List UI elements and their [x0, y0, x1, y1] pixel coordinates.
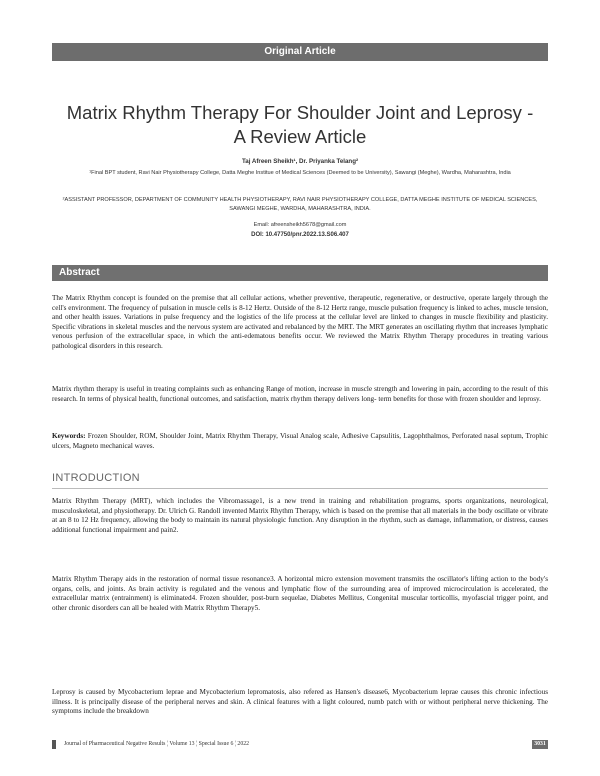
abstract-paragraph-1: The Matrix Rhythm concept is founded on the premise that all cellular actions, whether preventive, therapeutic, regenerative, or destructive, operate largely through the cell's environment. The frequency of pulsation in muscle cells is 8-12 Hertz. Outside of the 8-12 Hertz range, muscle pulsation frequency is linked to aches, muscle tension, and other health issues. Variations in pulse frequency and the logistics of the life process at the cellular level are linked to changes in muscle flexibility and plasticity. Specific vibrations in skeletal muscles and the nervous system are activated and rebalanced by the MRT. The MRT generates an oscillating rhythm that increases lymphatic venous perfusion of the extracellular space, in which the anti-edematous benefits occur. We reviewed the Matrix Rhythm Therapy procedures in treating various pathological disorders in this research.	[52, 294, 548, 350]
page-footer	[52, 740, 548, 749]
keywords-list: Frozen Shoulder, ROM, Shoulder Joint, Matrix Rhythm Therapy, Visual Analog scale, Adhesive Capsulitis, Lagophthalmos, Perforated nasal septum, Trophic ulcers, Magneto mechanical waves.	[52, 432, 548, 450]
affiliation-1: ¹Final BPT student, Ravi Nair Physiotherapy College, Datta Meghe Institue of Medical Sciences (Deemed to be University), Sawangi (Meghe), Wardha, Maharashtra, India	[89, 170, 511, 176]
page-number: 3031	[534, 741, 546, 747]
author-names: Taj Afreen Sheikh¹, Dr. Priyanka Telang²	[241, 158, 359, 165]
journal-citation: Journal of Pharmaceutical Negative Results ¦ Volume 13 ¦ Special Issue 6 ¦ 2022	[64, 741, 250, 747]
section-divider	[52, 488, 548, 489]
abstract-paragraph-2: Matrix rhythm therapy is useful in treating complaints such as enhancing Range of motion, increase in muscle strength and lowering in pain, according to the result of this research. In terms of physical health, functional outcomes, and satisfaction, matrix rhythm therapy delivers long- term benefits for those with frozen shoulder and leprosy.	[52, 385, 548, 403]
keywords	[52, 432, 548, 451]
abstract-heading: Abstract	[52, 265, 548, 281]
keywords-label: Keywords:	[52, 432, 86, 440]
affiliation-2: ²ASSISTANT PROFESSOR, DEPARTMENT OF COMMUNITY HEALTH PHYSIOTHERAPY, RAVI NAIR PHYSIOTHERAPY COLLEGE, DATTA MEGHE INSTITUTE OF MEDICAL SCIENCES, SAWANGI MEGHE, WARDHA, MAHARASHTRA, INDIA.	[62, 197, 538, 212]
doi[interactable]: DOI: 10.47750/pnr.2022.13.S06.407	[251, 232, 349, 238]
intro-paragraph-2: Matrix Rhythm Therapy aids in the restoration of normal tissue resonance3. A horizontal micro extension movement transmits the oscillator's lifting action to the body's organs, cells, and joints. As brain activity is regulated and the venous and lymphatic flow of the surrounding area of improved microcirculation is accelerated, the extracellular matrix (entrainment) is eliminated4. Frozen shoulder, post-burn sequelae, Diabetes Mellitus, Congenital muscular torticollis, myofascial trigger point, and other chronic disorders can all be healed with Matrix Rhythm Therapy5.	[52, 575, 548, 612]
introduction-heading: INTRODUCTION	[52, 472, 140, 484]
intro-paragraph-1: Matrix Rhythm Therapy (MRT), which includes the Vibromassage1, is a new trend in training and rehabilitation programs, sports organizations, neurological, musculoskeletal, and physiotherapy. Dr. Ulrich G. Randoll invented Matrix Rhythm Therapy, which is based on the premise that all materials in the body oscillate or vibrate at an 8 to 12 Hz frequency, allowing the body to maintain its natural physiologic function. Any disruption in the rhythm, such as damage, inflammation, or distress, causes additional functional impairment and pain2.	[52, 497, 548, 534]
author-email[interactable]: Email: afreensheikh5678@gmail.com	[253, 222, 347, 228]
article-title: Matrix Rhythm Therapy For Shoulder Joint and Leprosy - A Review Article	[66, 102, 534, 147]
intro-paragraph-3: Leprosy is caused by Mycobacterium leprae and Mycobacterium lepromatosis, also refered as Hansen's disease6, Mycobacterium leprae causes this chronic infectious illness. It is principally disease of the peripheral nerves and skin. A clinical features with a light coloured, numb patch with or without peripheral nerve thickening. The symptoms include the breakdown	[52, 688, 548, 716]
article-type-banner: Original Article	[52, 43, 548, 61]
